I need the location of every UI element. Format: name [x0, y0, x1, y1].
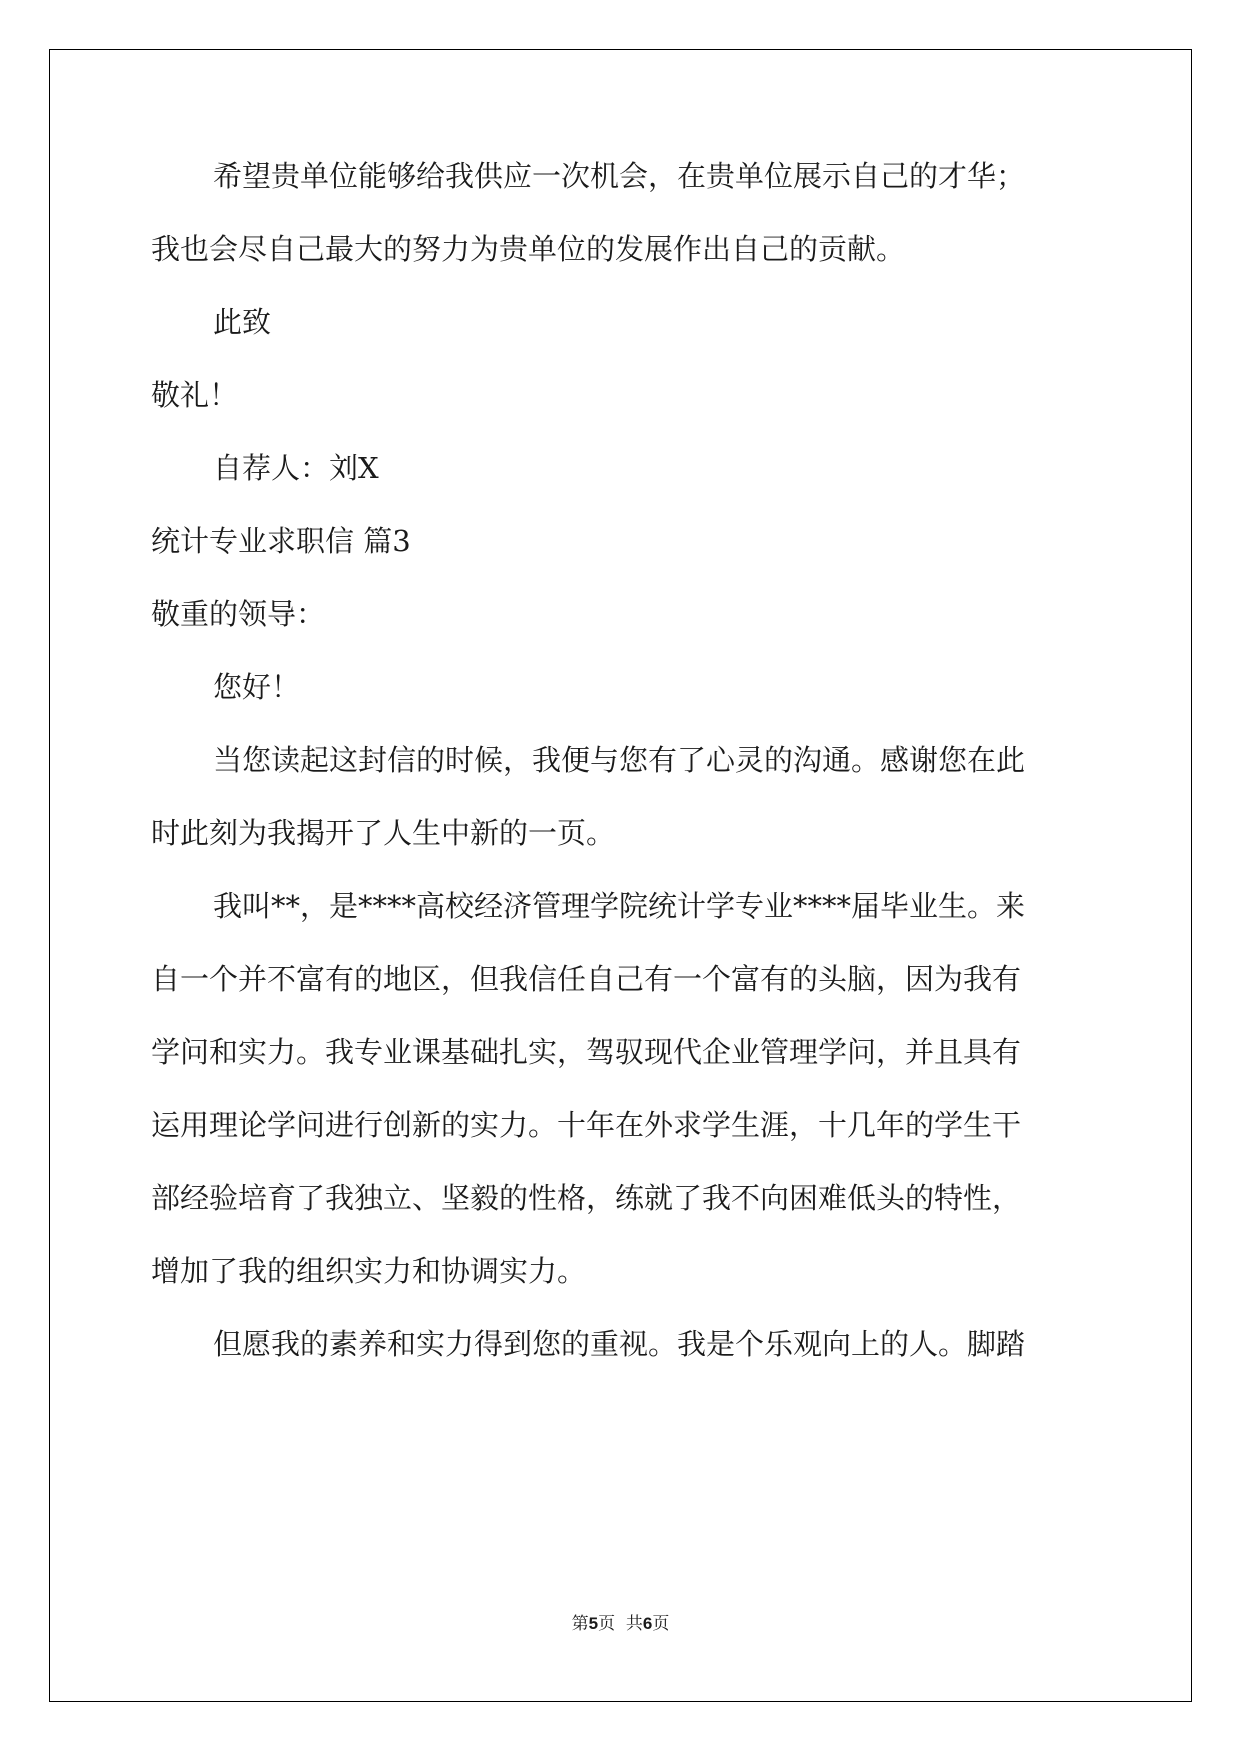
page-border: [49, 49, 1192, 1702]
page-footer: [0, 1612, 1241, 1636]
page-suffix: 页: [652, 1614, 670, 1634]
signature-line: 自荐人：刘X: [213, 451, 379, 485]
paragraph-line: 我也会尽自己最大的努力为贵单位的发展作出自己的贡献。: [151, 232, 906, 266]
paragraph-line: 但愿我的素养和实力得到您的重视。我是个乐观向上的人。脚踏: [213, 1327, 1026, 1361]
paragraph-line: 自一个并不富有的地区，但我信任自己有一个富有的头脑，因为我有: [151, 962, 1022, 996]
paragraph-line: 运用理论学问进行创新的实力。十年在外求学生涯，十几年的学生干: [151, 1108, 1022, 1142]
paragraph-line: 当您读起这封信的时候，我便与您有了心灵的沟通。感谢您在此: [213, 743, 1026, 777]
paragraph-line: 部经验培育了我独立、坚毅的性格，练就了我不向困难低头的特性，: [151, 1181, 1022, 1215]
page-prefix: 第: [571, 1614, 589, 1634]
paragraph-line: 我叫**，是****高校经济管理学院统计学专业****届毕业生。来: [213, 889, 1026, 923]
paragraph-line: 希望贵单位能够给我供应一次机会，在贵单位展示自己的才华；: [213, 159, 1026, 193]
greeting: 您好！: [213, 670, 301, 704]
section-heading: 统计专业求职信 篇3: [151, 524, 411, 558]
greeting-recipient: 敬重的领导：: [151, 597, 326, 631]
closing-regards: 敬礼！: [151, 378, 239, 412]
page-mid: 页 共: [598, 1614, 643, 1634]
page-total: 6: [642, 1614, 653, 1633]
paragraph-line: 时此刻为我揭开了人生中新的一页。: [151, 816, 616, 850]
page-current: 5: [588, 1614, 599, 1633]
closing-salutation: 此致: [213, 305, 272, 339]
paragraph-line: 增加了我的组织实力和协调实力。: [151, 1254, 587, 1288]
paragraph-line: 学问和实力。我专业课基础扎实，驾驭现代企业管理学问，并且具有: [151, 1035, 1022, 1069]
